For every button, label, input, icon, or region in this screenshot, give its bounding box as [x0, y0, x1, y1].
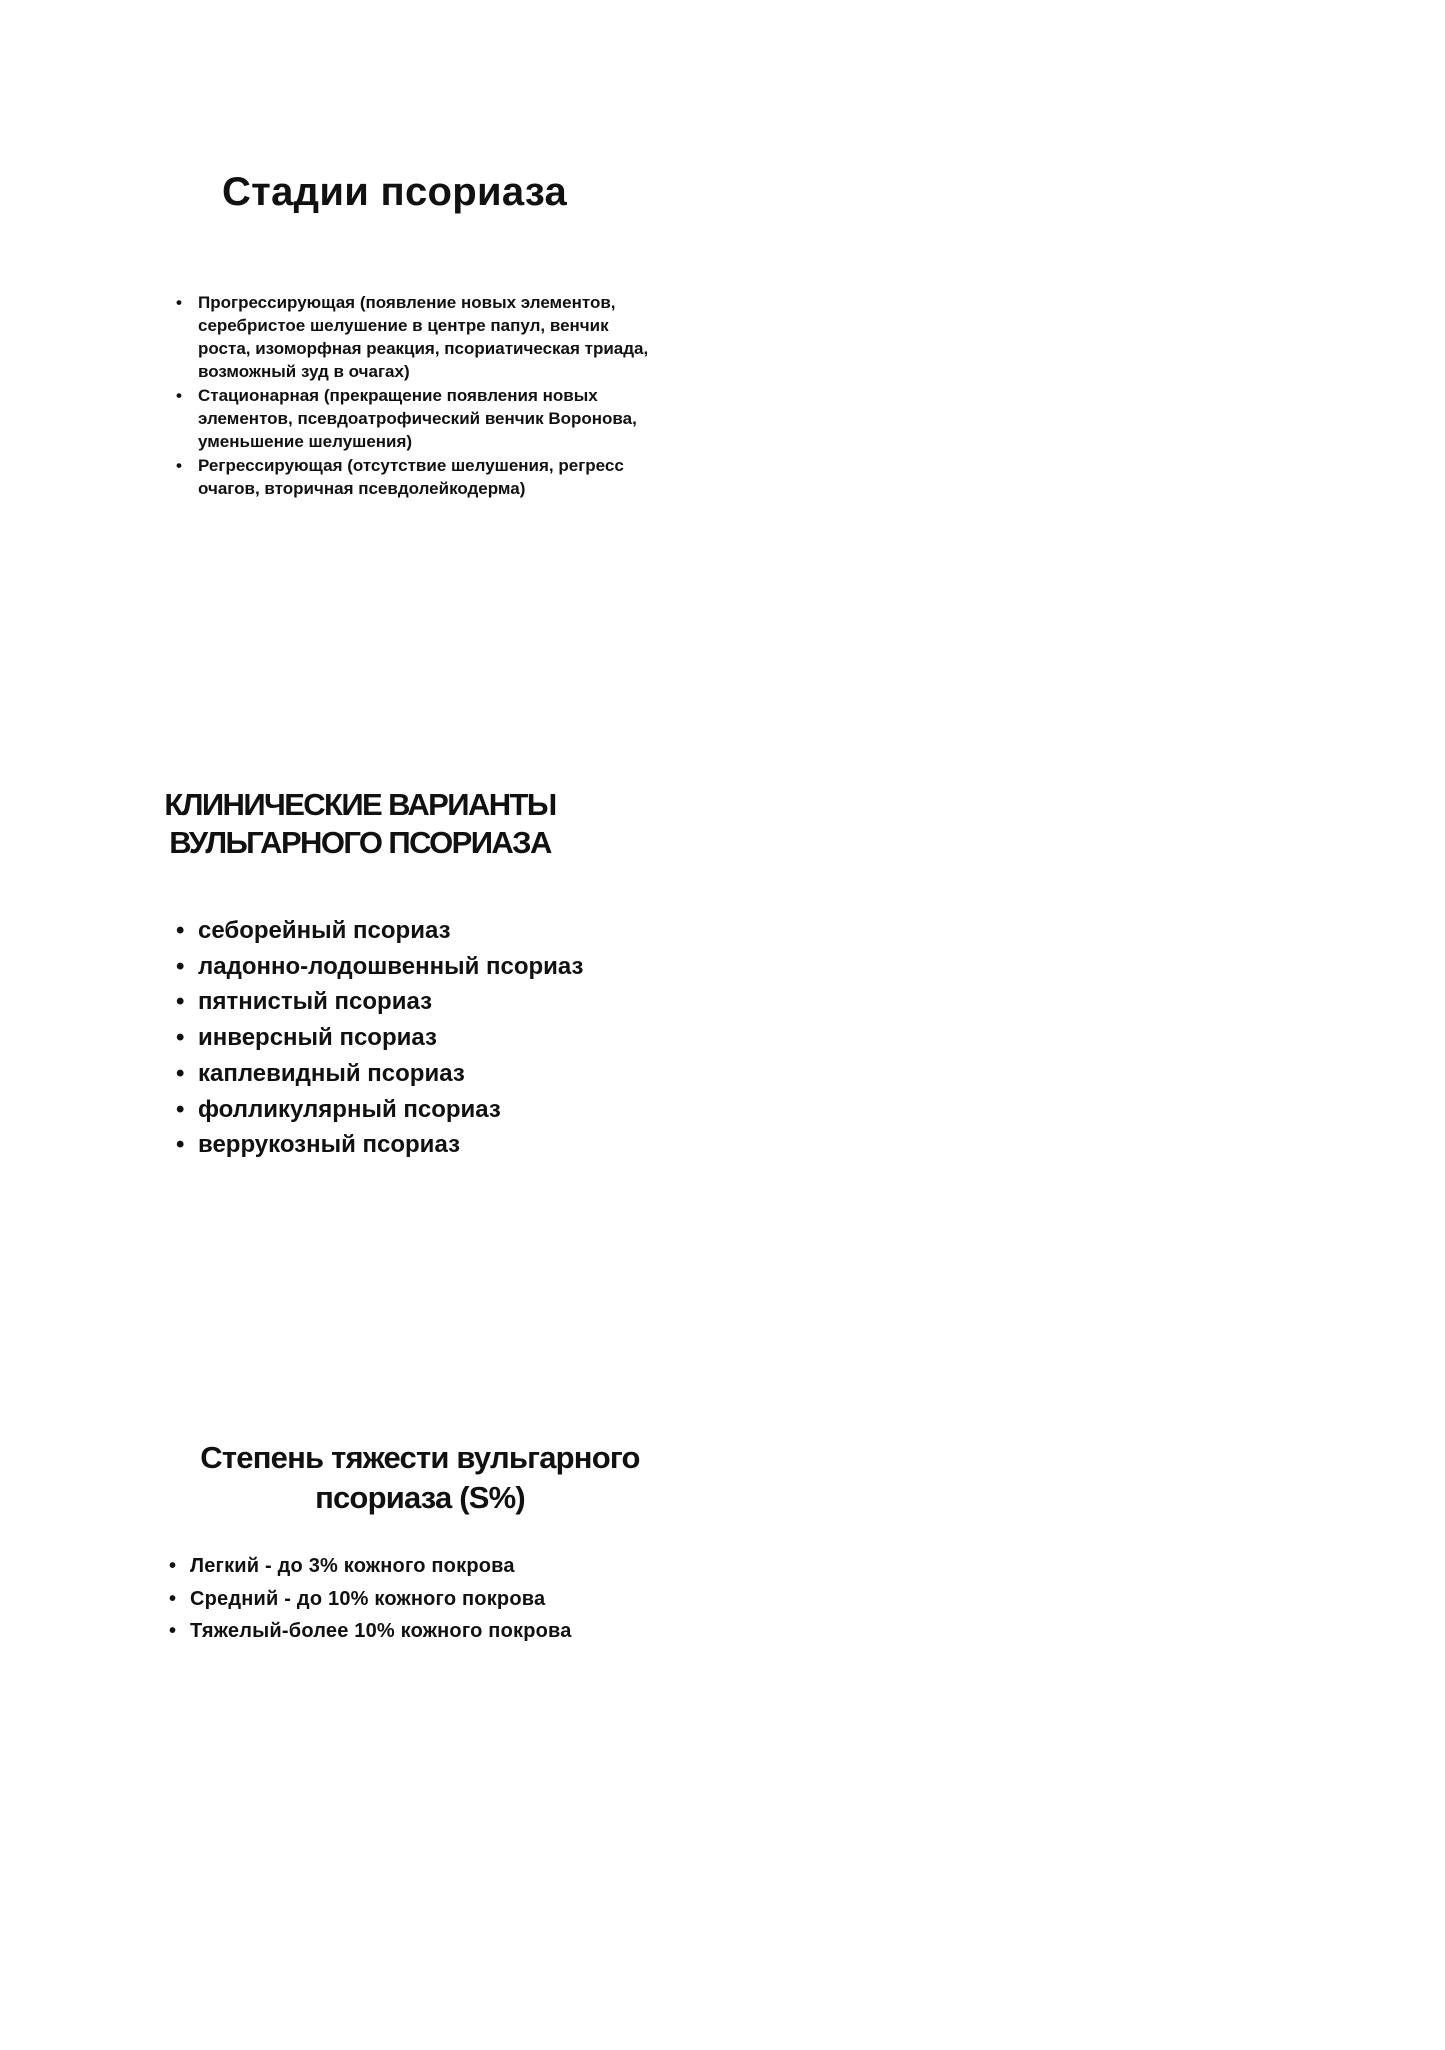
list-item-text: Прогрессирующая (появление новых элементов, серебристое шелушение в центре папул, венчик роста, изоморфная реакция, псориатическая триада, возможный зуд в очагах) — [198, 293, 649, 381]
list-item — [176, 384, 656, 453]
list-item — [176, 1127, 656, 1163]
list-item-text: Стационарная (прекращение появления новых элементов, псевдоатрофический венчик Воронова, уменьшение шелушения) — [198, 386, 637, 451]
list-item — [169, 1550, 649, 1583]
list-item — [176, 913, 656, 949]
list-item — [169, 1583, 649, 1616]
slide-title: Стадии псориаза — [222, 170, 568, 214]
bullet-icon: • — [176, 1024, 185, 1052]
list-item — [176, 1056, 656, 1092]
list-item-text: каплевидный псориаз — [198, 1059, 465, 1087]
bullet-icon: • — [169, 1587, 177, 1610]
list-item — [176, 984, 656, 1020]
list-item — [176, 454, 656, 500]
list-item-text: фолликулярный псориаз — [198, 1095, 501, 1123]
bullet-icon: • — [176, 952, 185, 980]
list-item — [176, 949, 656, 985]
bullet-icon: • — [176, 1131, 185, 1159]
bullet-list — [169, 1550, 649, 1648]
slide-title: Степень тяжести вульгарного псориаза (S%) — [200, 1440, 640, 1515]
bullet-icon: • — [169, 1620, 177, 1642]
bullet-icon: • — [176, 1059, 185, 1087]
list-item — [176, 1092, 656, 1128]
list-item-text: ладонно-лодошвенный псориаз — [198, 952, 584, 980]
list-item-text: пятнистый псориаз — [198, 988, 433, 1016]
bullet-list — [176, 913, 656, 1163]
list-item-text: Тяжелый-более 10% кожного покрова — [190, 1620, 572, 1642]
bullet-list — [176, 291, 656, 501]
list-item — [176, 1020, 656, 1056]
bullet-icon: • — [176, 293, 182, 312]
list-item-text: веррукозный псориаз — [198, 1131, 461, 1159]
list-item-text: себорейный псориаз — [198, 917, 451, 944]
slide-title: КЛИНИЧЕСКИЕ ВАРИАНТЫ ВУЛЬГАРНОГО ПСОРИАЗА — [164, 787, 556, 860]
bullet-icon: • — [169, 1555, 177, 1577]
list-item-text: инверсный псориаз — [198, 1024, 437, 1052]
list-item-text: Средний - до 10% кожного покрова — [190, 1587, 546, 1610]
list-item-text: Легкий - до 3% кожного покрова — [190, 1555, 515, 1577]
list-item — [169, 1615, 649, 1648]
bullet-icon: • — [176, 1095, 185, 1123]
list-item — [176, 291, 656, 383]
bullet-icon: • — [176, 386, 182, 405]
bullet-icon: • — [176, 988, 185, 1016]
bullet-icon: • — [176, 456, 182, 475]
bullet-icon: • — [176, 917, 185, 944]
list-item-text: Регрессирующая (отсутствие шелушения, регресс очагов, вторичная псевдолейкодерма) — [198, 456, 624, 498]
